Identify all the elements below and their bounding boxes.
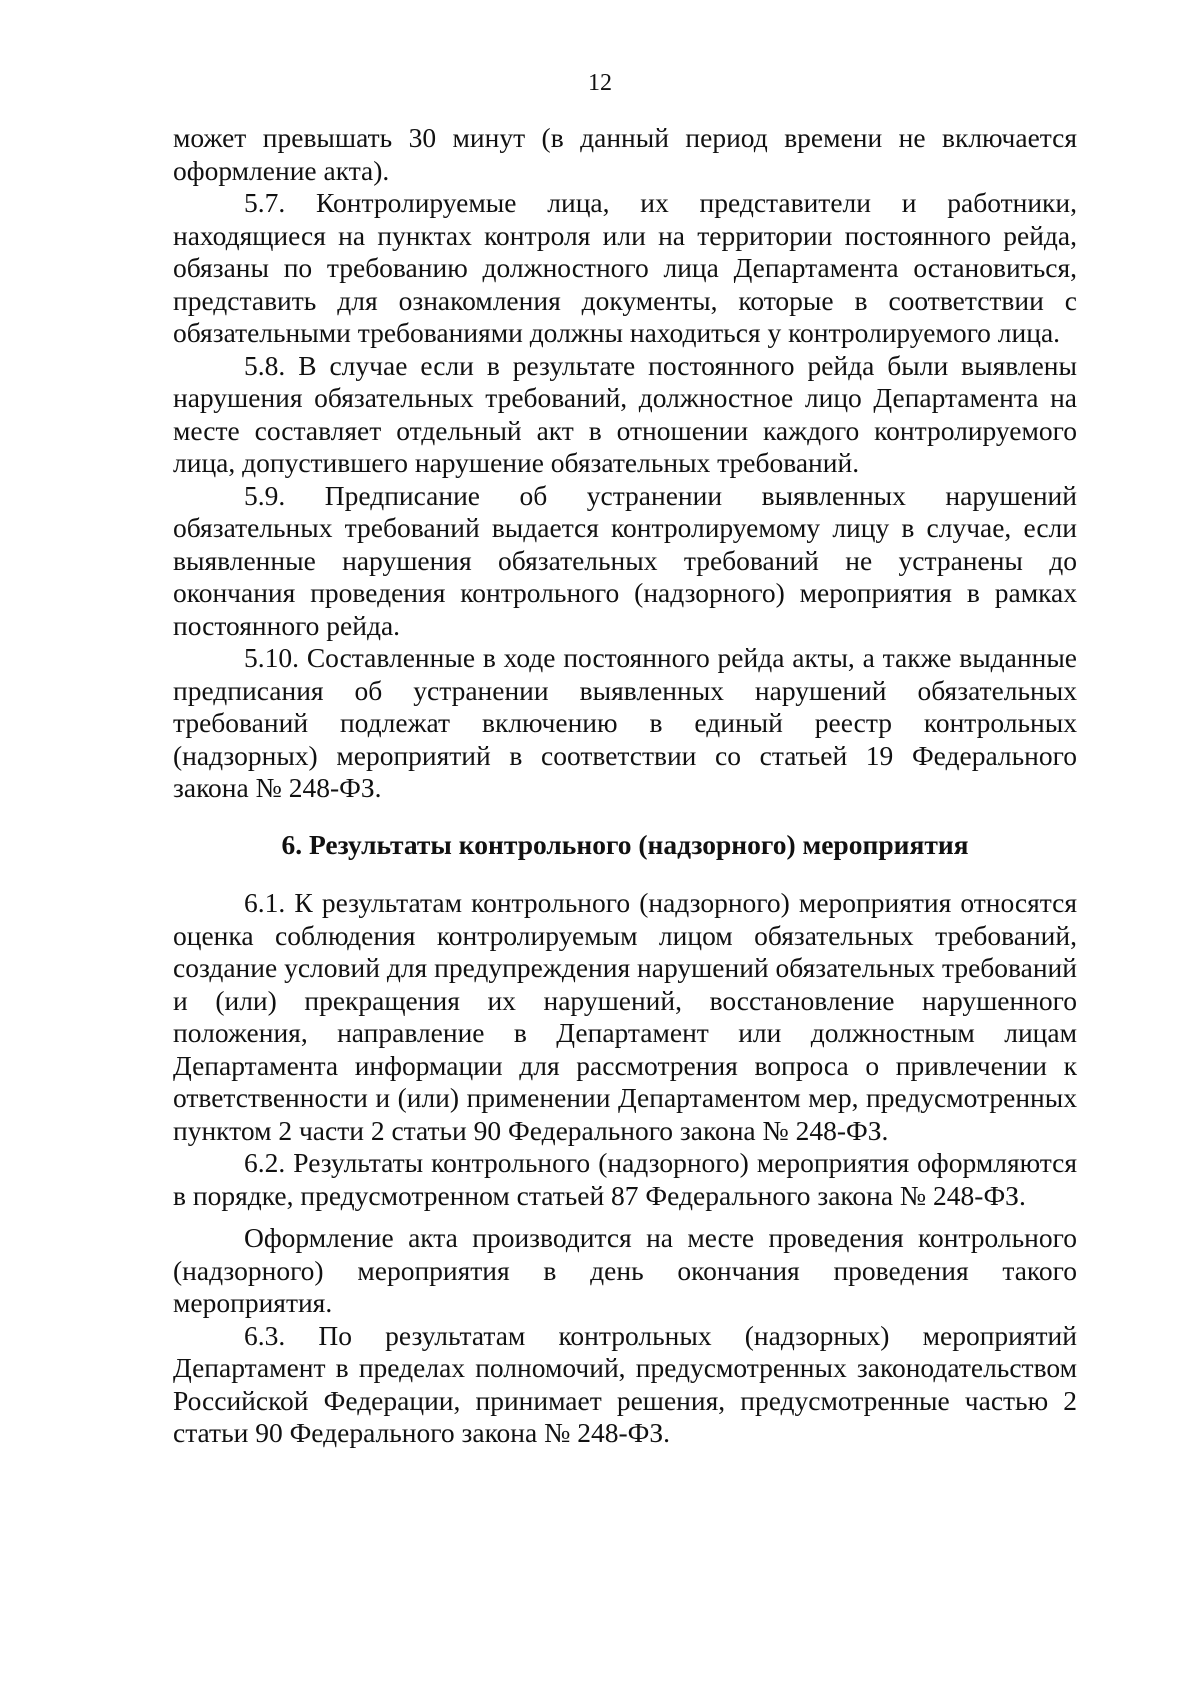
document-body: [173, 122, 1077, 1450]
section-heading: 6. Результаты контрольного (надзорного) мероприятия: [281, 828, 969, 860]
paragraph-continuation: может превышать 30 минут (в данный период времени не включается оформление акта).: [173, 122, 1077, 186]
paragraph-5-9: 5.9. Предписание об устранении выявленных нарушений обязательных требований выдается контролируемому лицу в случае, если выявленные нарушения обязательных требований не устранены до окончания проведения контрольного (надзорного) мероприятия в рамках постоянного рейда.: [173, 479, 1077, 641]
paragraph-6-3: 6.3. По результатам контрольных (надзорных) мероприятий Департамент в пределах полномочий, предусмотренных законодательством Российской Федерации, принимает решения, предусмотренные частью 2 статьи 90 Федерального закона № 248-ФЗ.: [173, 1319, 1077, 1448]
paragraph-6-2: 6.2. Результаты контрольного (надзорного) мероприятия оформляются в порядке, предусмотренном статьей 87 Федерального закона № 248-ФЗ.: [173, 1147, 1077, 1211]
paragraph-6-1: 6.1. К результатам контрольного (надзорного) мероприятия относятся оценка соблюдения контролируемым лицом обязательных требований, создание условий для предупреждения нарушений обязательных требований и (или) прекращения их нарушений, восстановление нарушенного положения, направление в Департамент или должностным лицам Департамента информации для рассмотрения вопроса о привлечении к ответственности и (или) применении Департаментом мер, предусмотренных пунктом 2 части 2 статьи 90 Федерального закона № 248-ФЗ.: [173, 887, 1077, 1146]
page-number: 12: [588, 70, 612, 96]
paragraph-6-2-act: Оформление акта производится на месте проведения контрольного (надзорного) мероприятия в день окончания проведения такого мероприятия.: [173, 1222, 1077, 1318]
paragraph-5-7: 5.7. Контролируемые лица, их представители и работники, находящиеся на пунктах контроля или на территории постоянного рейда, обязаны по требованию должностного лица Департамента остановиться, представить для ознакомления документы, которые в соответствии с обязательными требованиями должны находиться у контролируемого лица.: [173, 187, 1077, 348]
paragraph-5-10: 5.10. Составленные в ходе постоянного рейда акты, а также выданные предписания об устранении выявленных нарушений обязательных требований подлежат включению в единый реестр контрольных (надзорных) мероприятий в соответствии со статьей 19 Федерального закона № 248-ФЗ.: [173, 642, 1077, 803]
paragraph-5-8: 5.8. В случае если в результате постоянного рейда были выявлены нарушения обязательных требований, должностное лицо Департамента на месте составляет отдельный акт в отношении каждого контролируемого лица, допустившего нарушение обязательных требований.: [173, 349, 1077, 478]
